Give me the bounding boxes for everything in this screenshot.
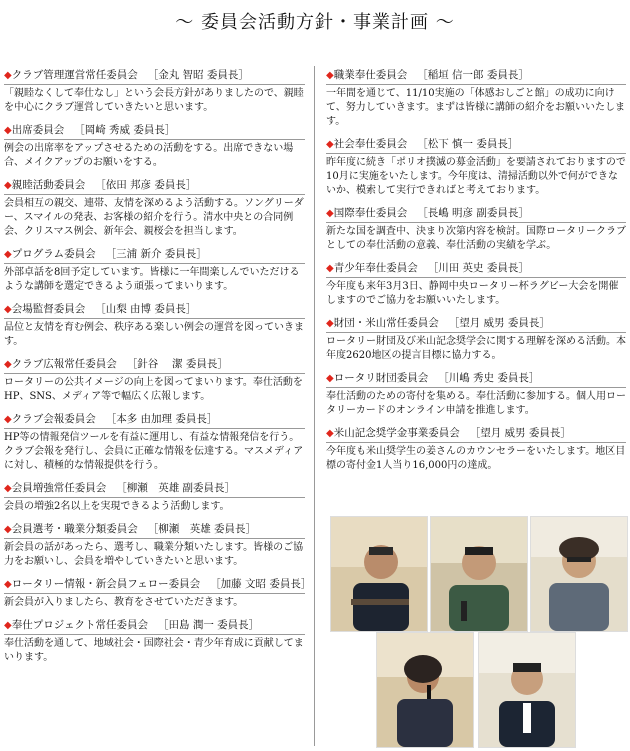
committee-section xyxy=(4,522,305,569)
committee-name: ロータリー情報・新会員フェロー委員会 xyxy=(11,578,201,590)
committee-name: 出席委員会 xyxy=(11,124,65,136)
committee-heading xyxy=(4,412,305,429)
committee-name: 国際奉仕委員会 xyxy=(333,207,408,219)
committee-name: 親睦活動委員会 xyxy=(11,179,86,191)
committee-name: 会員増強常任委員会 xyxy=(11,482,107,494)
committee-section xyxy=(4,577,312,610)
committee-section xyxy=(326,371,626,418)
diamond-bullet-icon: ◆ xyxy=(326,263,334,274)
committee-description: 昨年度に続き「ポリオ撲滅の募金活動」を要請されておりますので10月に実施をいたします。今年度は、清掃活動以外で何ができないか、模索して実行できればと考えております。 xyxy=(326,157,626,196)
diamond-bullet-icon: ◆ xyxy=(4,524,12,535)
committee-chair: ［川田 英史 委員長］ xyxy=(427,262,529,274)
committee-name: 職業奉仕委員会 xyxy=(333,69,408,81)
diamond-bullet-icon: ◆ xyxy=(4,180,12,191)
committee-section xyxy=(4,357,305,404)
diamond-bullet-icon: ◆ xyxy=(326,373,334,384)
committee-section xyxy=(326,137,626,198)
diamond-bullet-icon: ◆ xyxy=(4,483,12,494)
committee-chair: ［川嶋 秀史 委員長］ xyxy=(438,372,540,384)
committee-chair: ［柳瀬 英雄 委員長］ xyxy=(147,523,257,535)
diamond-bullet-icon: ◆ xyxy=(4,70,12,81)
committee-name: 会員選考・職業分類委員会 xyxy=(11,523,138,535)
diamond-bullet-icon: ◆ xyxy=(326,70,334,81)
committee-description: 「親睦なくして奉仕なし」という会長方針がありましたので、親睦を中心にクラブ運営していきたいと思います。 xyxy=(4,88,304,113)
speaker-photo xyxy=(478,632,576,748)
committee-section xyxy=(326,68,626,129)
committee-name: 青少年奉仕委員会 xyxy=(333,262,418,274)
diamond-bullet-icon: ◆ xyxy=(4,414,12,425)
committee-heading xyxy=(4,481,305,498)
committee-name: 社会奉仕委員会 xyxy=(333,138,408,150)
page-title: 〜 委員会活動方針・事業計画 〜 xyxy=(175,12,455,33)
committee-heading xyxy=(326,206,626,223)
committee-chair: ［金丸 智昭 委員長］ xyxy=(147,69,249,81)
committee-description: 外部卓話を8回予定しています。皆様に一年間楽しんでいただけるような講師を選定できるよう頑張ってまいります。 xyxy=(4,267,300,292)
committee-section xyxy=(326,261,626,308)
committee-description: 一年間を通じて、11/10実施の「体感おしごと館」の成功に向けて、努力していきます。まずは皆様に講師の紹介をお願いいたします。 xyxy=(326,88,625,127)
diamond-bullet-icon: ◆ xyxy=(4,249,12,260)
committee-name: クラブ会報委員会 xyxy=(11,413,96,425)
committee-section xyxy=(4,302,305,349)
committee-description: 品位と友情を育む例会、秩序ある楽しい例会の運営を図っていきます。 xyxy=(4,322,304,347)
committee-heading xyxy=(326,316,626,333)
committee-chair: ［松下 慎一 委員長］ xyxy=(417,138,519,150)
committee-chair: ［望月 威男 委員長］ xyxy=(469,427,571,439)
committee-section xyxy=(4,412,305,473)
committee-name: ロータリ財団委員会 xyxy=(333,372,429,384)
committee-description: 奉仕活動を通して、地域社会・国際社会・青少年育成に貢献してまいります。 xyxy=(4,638,304,663)
left-column xyxy=(4,68,312,673)
committee-chair: ［三浦 新介 委員長］ xyxy=(105,248,207,260)
diamond-bullet-icon: ◆ xyxy=(4,125,12,136)
committee-description: 今年度も来年3月3日、静岡中央ロータリー杯ラグビー大会を開催しますのでご協力をお願いいたします。 xyxy=(326,281,619,306)
committee-description: 会員の増強2名以上を実現できるよう活動します。 xyxy=(4,501,230,512)
committee-heading xyxy=(4,357,305,374)
diamond-bullet-icon: ◆ xyxy=(326,208,334,219)
diamond-bullet-icon: ◆ xyxy=(4,620,12,631)
committee-name: 米山記念奨学金事業委員会 xyxy=(333,427,460,439)
committee-chair: ［柳瀬 英雄 副委員長］ xyxy=(116,482,236,494)
speaker-photo xyxy=(530,516,628,632)
speaker-photo xyxy=(330,516,428,632)
committee-chair: ［依田 邦彦 委員長］ xyxy=(95,179,197,191)
committee-name: プログラム委員会 xyxy=(11,248,96,260)
committee-section xyxy=(326,206,626,253)
committee-heading xyxy=(4,618,305,635)
committee-heading xyxy=(326,426,626,443)
diamond-bullet-icon: ◆ xyxy=(4,579,12,590)
committee-chair: ［本多 由加理 委員長］ xyxy=(105,413,218,425)
committee-section xyxy=(4,618,305,665)
committee-description: 奉仕活動のための寄付を集める。奉仕活動に参加する。個人用ロータリーカードのオンライン申請を推進します。 xyxy=(326,391,626,416)
committee-heading xyxy=(4,123,305,140)
committee-chair: ［岡崎 秀威 委員長］ xyxy=(74,124,176,136)
speaker-photo xyxy=(430,516,528,632)
committee-name: 財団・米山常任委員会 xyxy=(333,317,439,329)
committee-section xyxy=(4,123,305,170)
committee-name: 会場監督委員会 xyxy=(11,303,86,315)
committee-heading xyxy=(4,577,312,594)
diamond-bullet-icon: ◆ xyxy=(4,304,12,315)
diamond-bullet-icon: ◆ xyxy=(326,139,334,150)
committee-heading xyxy=(4,247,305,264)
committee-description: ロータリー財団及び米山記念奨学会に関する理解を深める活動。本年度2620地区の提言目標に協力する。 xyxy=(326,336,626,361)
committee-chair: ［望月 威男 委員長］ xyxy=(448,317,550,329)
committee-heading xyxy=(326,371,626,388)
committee-section xyxy=(4,68,305,115)
committee-section xyxy=(326,426,626,473)
speaker-photo xyxy=(376,632,474,748)
committee-description: 新会員が入りましたら、教育をさせていただきます。 xyxy=(4,597,244,608)
committee-heading xyxy=(4,68,305,85)
committee-heading xyxy=(4,522,305,539)
committee-chair: ［針谷 潔 委員長］ xyxy=(126,358,228,370)
committee-section xyxy=(4,178,305,239)
committee-chair: ［山梨 由博 委員長］ xyxy=(95,303,197,315)
committee-description: 新会員の話があったら、選考し、職業分類いたします。皆様のご協力をお願いし、会員を増やしていきたいと思います。 xyxy=(4,542,304,567)
committee-name: クラブ管理運営常任委員会 xyxy=(11,69,138,81)
diamond-bullet-icon: ◆ xyxy=(4,359,12,370)
right-column xyxy=(326,68,626,481)
diamond-bullet-icon: ◆ xyxy=(326,428,334,439)
committee-description: 会員相互の親交、連帯、友情を深めるよう活動する。ソングリーダー、スマイルの発表、お客様の紹介を行う。清水中央との合同例会、クリスマス例会、新年会、親桜会を担当します。 xyxy=(4,198,304,237)
column-divider xyxy=(314,66,315,746)
committee-section xyxy=(326,316,626,363)
committee-heading xyxy=(4,302,305,319)
diamond-bullet-icon: ◆ xyxy=(326,318,334,329)
committee-heading xyxy=(4,178,305,195)
committee-description: 新たな国を調査中、決まり次第内容を検討。国際ロータリークラブとしての奉仕活動の意義、奉仕活動の実績を学ぶ。 xyxy=(326,226,626,251)
committee-heading xyxy=(326,261,626,278)
committee-section xyxy=(4,481,305,514)
committee-heading xyxy=(326,137,626,154)
committee-name: 奉仕プロジェクト常任委員会 xyxy=(11,619,148,631)
committee-description: HP等の情報発信ツールを有益に運用し、有益な情報発信を行う。クラブ会報を発行し、会員に正確な情報を伝達する。マスメディアに対し、積極的な情報提供を行う。 xyxy=(4,432,304,471)
committee-chair: ［稲垣 信一郎 委員長］ xyxy=(417,69,529,81)
committee-description: 今年度も米山奨学生の姜さんのカウンセラーをいたします。地区目標の寄付金1人当り16,000円の達成。 xyxy=(326,446,626,471)
committee-chair: ［長嶋 明彦 副委員長］ xyxy=(417,207,529,219)
committee-description: 例会の出席率をアップさせるための活動をする。出席できない場合、メイクアップのお願いをする。 xyxy=(4,143,294,168)
committee-heading xyxy=(326,68,626,85)
committee-chair: ［田島 潤一 委員長］ xyxy=(158,619,260,631)
committee-section xyxy=(4,247,305,294)
committee-chair: ［加藤 文昭 委員長］ xyxy=(210,578,312,590)
committee-name: クラブ広報常任委員会 xyxy=(11,358,117,370)
committee-description: ロータリーの公共イメージの向上を図ってまいります。奉仕活動をHP、SNS、メディア等で幅広く広報します。 xyxy=(4,377,303,402)
